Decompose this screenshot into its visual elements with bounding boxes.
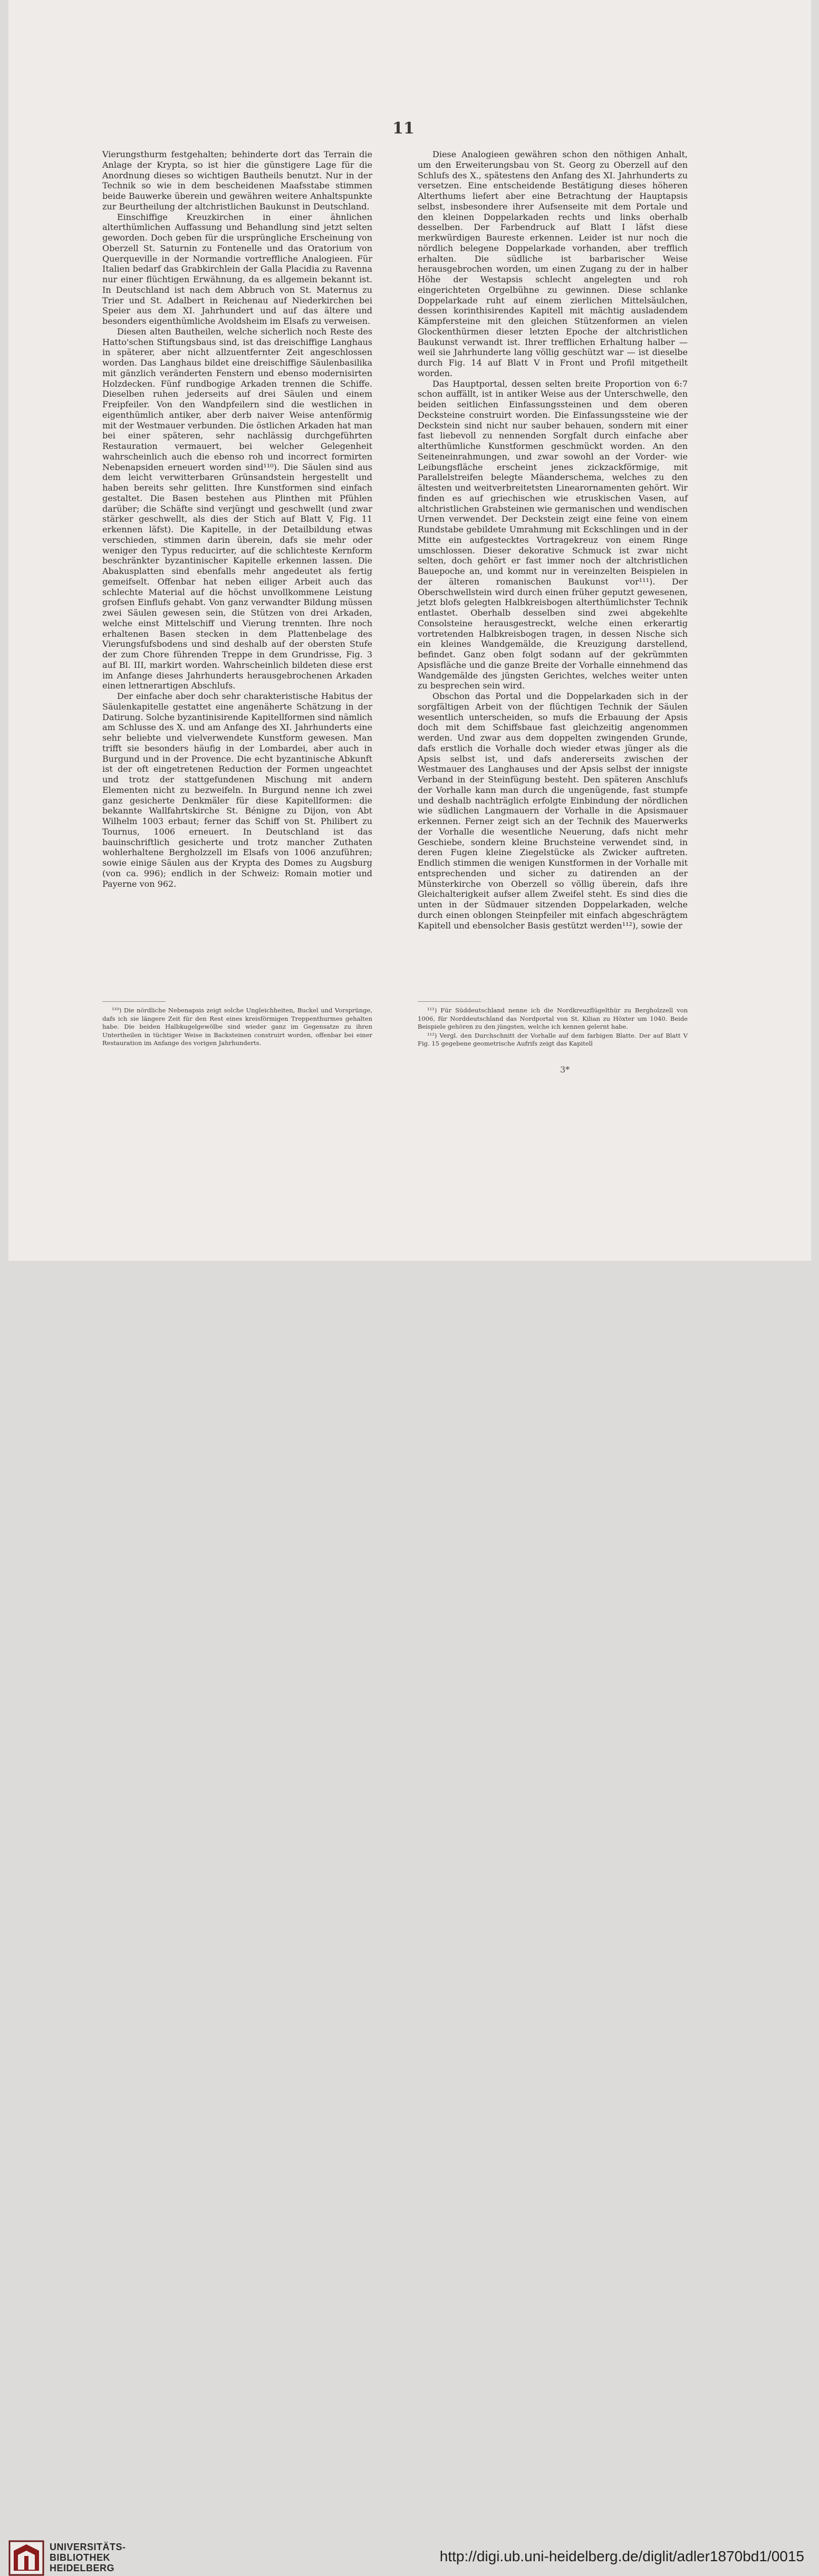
footnote-rule: [418, 1001, 481, 1002]
footnote-rule: [102, 1001, 166, 1002]
footnote: ¹¹²) Vergl. den Durchschnitt der Vorhalle auf dem farbigen Blatte. Der auf Blatt V Fig. 15 gegebene geometrische Aufrifs zeigt das Kapitell: [418, 1031, 688, 1047]
paragraph: Obschon das Portal und die Doppelarkaden sich in der sorgfältigen Arbeit von der flüchtigen Technik der Säulen wesentlich unterscheiden, so mufs die Erbauung der Apsis doch mit dem Schiffsbaue fast gleichzeitig angenommen werden. Und zwar aus dem doppelten zwingenden Grunde, dafs erstlich die Vorhalle doch wieder etwas jünger als die Apsis selbst ist, und dafs andererseits zwischen der Westmauer des Langhauses und der Apsis selbst der innigste Verband in der Steinfügung besteht. Den späteren Anschlufs der Vorhalle kann man durch die ungenügende, fast stumpfe und deshalb nachträglich erfolgte Einbindung der nördlichen wie südlichen Langmauern der Vorhalle in die Apsismauer erkennen. Ferner zeigt sich an der Technik des Mauerwerks der Vorhalle die wesentliche Neuerung, dafs nicht mehr Geschiebe, sondern kleine Bruchsteine verwendet sind, in deren Fugen kleine Ziegelstücke als Zwicker auftreten. Endlich stimmen die wenigen Kunstformen in der Vorhalle mit entsprechenden und sicher zu datirenden an der Münsterkirche von Oberzell so völlig überein, dafs ihre Gleichalterigkeit aufser allem Zweifel steht. Es sind dies die unten in der Südmauer sitzenden Doppelarkaden, welche durch einen oblongen Steinpfeiler mit einfach abgeschrägtem Kapitell und ebensolcher Basis gestützt werden¹¹²), sowie der: [418, 691, 688, 931]
left-column: [102, 149, 372, 889]
footnote: ¹¹¹) Für Süddeutschland nenne ich die Nordkreuzflügelthür zu Bergholzzell von 1006, für Norddeutschland das Nordportal von St. Kilian zu Höxter um 1040. Beide Beispiele gehören zu den jüngsten, welche ich kennen gelernt habe.: [418, 1007, 688, 1030]
page-number: 11: [392, 119, 415, 138]
library-logo-text: UNIVERSITÄTS- BIBLIOTHEK HEIDELBERG: [50, 2542, 126, 2573]
footnotes-right: [418, 1007, 688, 1049]
scanned-page: [8, 0, 811, 1261]
paragraph: Der einfache aber doch sehr charakteristische Habitus der Säulenkapitelle gestattet eine angenäherte Schätzung in der Datirung. Solche byzantinisirende Kapitellformen sind nämlich am Schlusse des X. und am Anfange des XI. Jahrhunderts eine sehr beliebte und vielverwendete Kunstform gewesen. Man trifft sie besonders häufig in der Lombardei, aber auch in Burgund und in der Provence. Die echt byzantinische Abkunft ist der oft eingetretenen Reduction der Formen ungeachtet und trotz der stattgefundenen Mischung mit andern Elementen nicht zu bezweifeln. In Burgund nenne ich zwei ganz gesicherte Denkmäler für diese Kapitellformen: die bekannte Wallfahrtskirche St. Bénigne zu Dijon, von Abt Wilhelm 1003 erbaut; ferner das Schiff von St. Philibert zu Tournus, 1006 erneuert. In Deutschland ist das bauinschriftlich gesicherte und trotz mancher Zuthaten wohlerhaltene Bergholzzell im Elsafs von 1006 anzuführen; sowie einige Säulen aus der Krypta des Domes zu Augsburg (von ca. 996); endlich in der Schweiz: Romain motier und Payerne von 962.: [102, 691, 372, 889]
footnotes-left: [102, 1007, 372, 1048]
printer-signature: 3*: [560, 1065, 570, 1075]
university-seal-icon: [8, 2540, 44, 2576]
right-column: [418, 149, 688, 931]
footnote: ¹¹⁰) Die nördliche Nebenapsis zeigt solche Ungleichheiten, Buckel und Vorsprünge, dafs ich sie längere Zeit für den Rest eines kreisförmigen Treppenthurmes gehalten habe. Die beiden Halbkugelgewölbe sind wieder ganz im Gegensatze zu ihren Untertheilen in tüchtiger Weise in Backsteinen construirt worden, offenbar bei einer Restauration im Anfange des vorigen Jahrhunderts.: [102, 1007, 372, 1047]
paragraph: Das Hauptportal, dessen selten breite Proportion von 6:7 schon auffällt, ist in antiker Weise aus der Unterschwelle, den beiden seitlichen Einfassungssteinen und dem oberen Decksteine construirt worden. Die Einfassungssteine wie der Deckstein sind nicht nur sauber behauen, sondern mit einer fast liebevoll zu nennenden Sorgfalt durch einfache aber alterthümliche Kunstformen geschmückt worden. An den Seiteneinrahmungen, und zwar sowohl an der Vorder- wie Leibungsfläche erscheint jenes zickzackförmige, mit Parallelstreifen belegte Mäanderschema, welches zu den ältesten und weitverbreitetsten Linearornamenten gehört. Wir finden es auf griechischen wie etruskischen Vasen, auf altchristlichen Grabsteinen wie germanischen und wendischen Urnen verwendet. Der Deckstein zeigt eine feine von einem Rundstabe gebildete Umrahmung mit Eckschlingen und in der Mitte ein aufgestecktes Vortragekreuz von einem Ringe umschlossen. Dieser dekorative Schmuck ist zwar nicht selten, doch gehört er fast immer noch der altchristlichen Bauepoche an, und kommt nur in vereinzelten Beispielen in der älteren romanischen Baukunst vor¹¹¹). Der Oberschwellstein wird durch einen früher geputzt gewesenen, jetzt blofs gelegten Halbkreisbogen alterthümlichster Technik entlastet. Oberhalb desselben sind zwei abgekehlte Consolsteine herausgestreckt, welche einen erkerartig vortretenden Halbkreisbogen tragen, in dessen Nische sich ein kleines Wandgemälde, die Kreuzigung darstellend, befindet. Ganz oben folgt sodann auf der gekrümmten Apsisfläche und die ganze Breite der Vorhalle einnehmend das Wandgemälde des jüngsten Gerichtes, welches weiter unten zu besprechen sein wird.: [418, 378, 688, 691]
paragraph: Einschiffige Kreuzkirchen in einer ähnlichen alterthümlichen Auffassung und Behandlung sind jetzt selten geworden. Doch geben für die ursprüngliche Erscheinung von Oberzell St. Saturnin zu Fontenelle und das Oratorium von Querqueville in der Normandie vortreffliche Analogieen. Für Italien bedarf das Grabkirchlein der Galla Placidia zu Ravenna nur einer flüchtigen Erwähnung, da es allgemein bekannt ist. In Deutschland ist nach dem Abbruch von St. Maternus zu Trier und St. Adalbert in Reichenau auf Niederkirchen bei Speier aus dem XI. Jahrhundert und auf das ältere und besonders eigenthümliche Avoldsheim im Elsafs zu verweisen.: [102, 212, 372, 326]
viewer-footer: [0, 1261, 819, 2573]
paragraph: Diese Analogieen gewähren schon den nöthigen Anhalt, um den Erweiterungsbau von St. Georg zu Oberzell auf den Schlufs des X., spätestens den Anfang des XI. Jahrhunderts zu versetzen. Eine entscheidende Bestätigung dieses höheren Alterthums liefert aber eine Betrachtung der Hauptapsis selbst, insbesondere ihrer Aufsenseite mit dem Portale und den kleinen Doppelarkaden rechts und links oberhalb desselben. Der Farbendruck auf Blatt I läfst diese merkwürdigen Baureste erkennen. Leider ist nur noch die nördlich belegene Doppelarkade vorhanden, aber trefflich erhalten. Die südliche ist barbarischer Weise herausgebrochen worden, um einen Zugang zu der in halber Höhe der Westapsis schlecht angelegten und roh eingerichteten Orgelbühne zu gewinnen. Diese schlanke Doppelarkade ruht auf einem zierlichen Mittelsäulchen, dessen korinthisirendes Kapitell mit mächtig ausladendem Kämpfersteine mit den gleichen Stützenformen an vielen Glockenthürmen dieser letzten Epoche der altchristlichen Baukunst verwandt ist. Ihrer trefflichen Erhaltung halber — weil sie Jahrhunderte lang völlig geschützt war — ist dieselbe durch Fig. 14 auf Blatt V in Front und Profil mitgetheilt worden.: [418, 149, 688, 378]
document-url[interactable]: http://digi.ub.uni-heidelberg.de/diglit/adler1870bd1/0015: [439, 2548, 804, 2564]
paragraph: Vierungsthurm festgehalten; behinderte dort das Terrain die Anlage der Krypta, so ist hier die günstigere Lage für die Anordnung dieses so wichtigen Bautheils benutzt. Nur in der Technik so wie in dem bescheidenen Maafsstabe stimmen beide Bauwerke überein und gewähren weitere Anhaltspunkte zur Beurtheilung der altchristlichen Baukunst in Deutschland.: [102, 149, 372, 212]
paragraph: Diesen alten Bautheilen, welche sicherlich noch Reste des Hatto'schen Stiftungsbaus sind, ist das dreischiffige Langhaus in späterer, aber nicht allzuentfernter Zeit angeschlossen worden. Das Langhaus bildet eine dreischiffige Säulenbasilika mit gänzlich veränderten Fenstern und ebenso modernisirten Holzdecken. Fünf rundbogige Arkaden trennen die Schiffe. Dieselben ruhen jederseits auf drei Säulen und einem Freipfeiler. Von den Wandpfeilern sind die westlichen in eigenthümlich antiker, aber derb naiver Weise antenförmig mit der Westmauer verbunden. Die östlichen Arkaden hat man bei einer späteren, sehr nachlässig durchgeführten Restauration vermauert, bei welcher Gelegenheit wahrscheinlich auch die ebenso roh und incorrect formirten Nebenapsiden erneuert worden sind¹¹⁰). Die Säulen sind aus dem leicht verwitterbaren Grünsandstein hergestellt und haben bereits sehr gelitten. Ihre Kunstformen sind einfach gestaltet. Die Basen bestehen aus Plinthen mit Pfühlen darüber; die Schäfte sind verjüngt und geschwellt (und zwar stärker geschwellt, als dies der Stich auf Blatt V, Fig. 11 erkennen läfst). Die Kapitelle, in der Detailbildung etwas verschieden, stimmen darin überein, dafs sie mehr oder weniger den Typus reducirter, auf die schlichteste Kernform beschränkter byzantinischer Kapitelle erkennen lassen. Die Abakusplatten sind ebenfalls mehr angedeutet als fertig gemeifselt. Offenbar hat neben eiliger Arbeit auch das schlechte Material auf die höchst unvollkommene Leistung grofsen Einflufs gehabt. Von ganz verwandter Bildung müssen zwei Säulen gewesen sein, die Stützen von drei Arkaden, welche einst Mittelschiff und Vierung trennten. Ihre noch erhaltenen Basen stecken in dem Plattenbelage des Vierungsfufsbodens und sind deshalb auf der obersten Stufe der zum Chore führenden Treppe in dem Grundrisse, Fig. 3 auf Bl. III, markirt worden. Wahrscheinlich bildeten diese erst im Anfange dieses Jahrhunderts herausgebrochenen Arkaden einen lettnerartigen Abschlufs.: [102, 326, 372, 691]
